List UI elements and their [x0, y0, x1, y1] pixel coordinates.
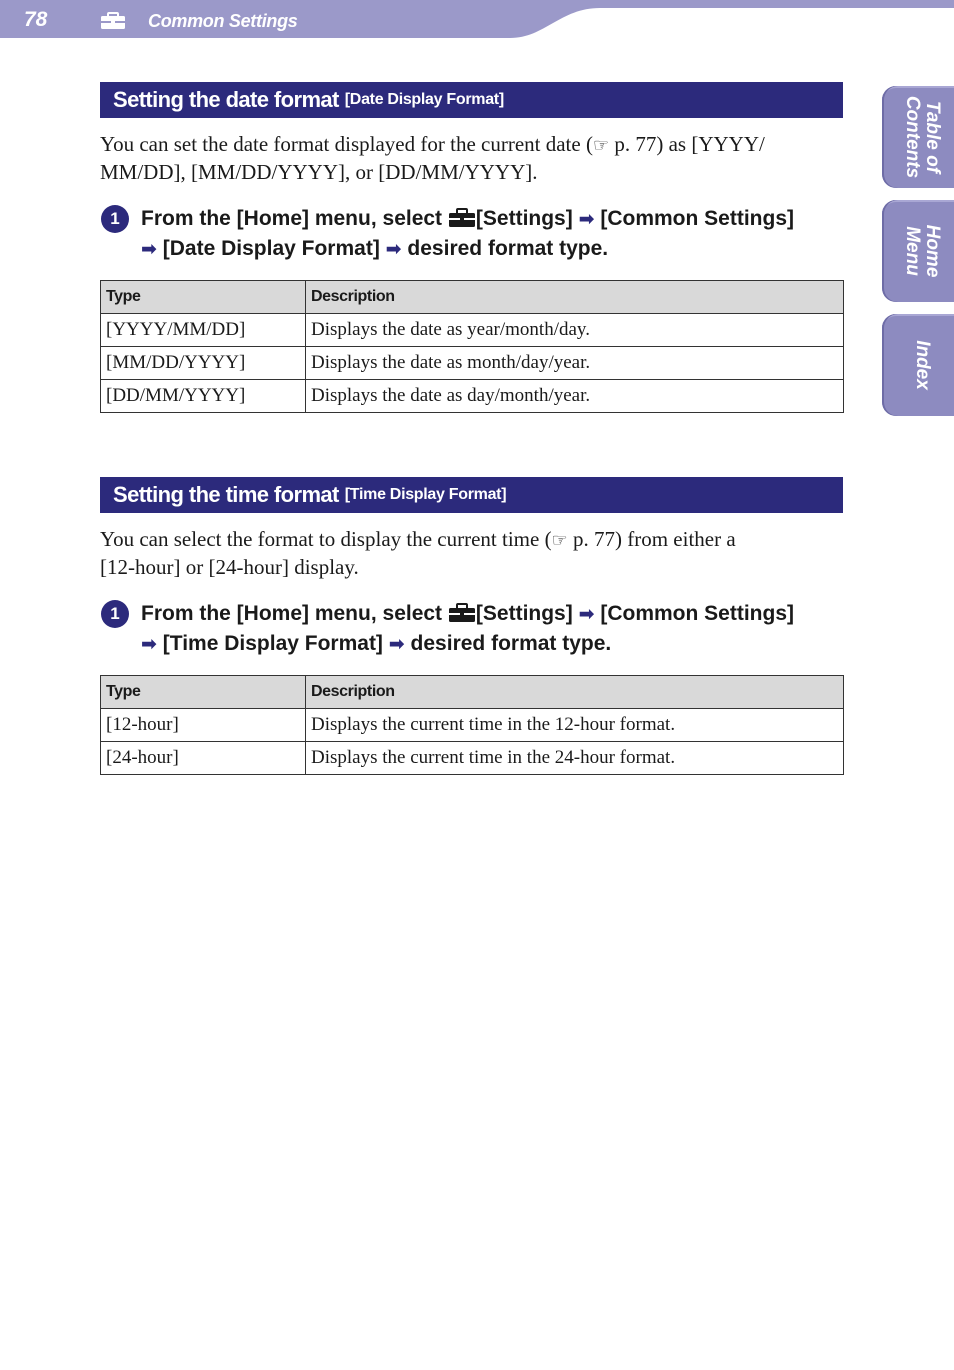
intro-part1: You can set the date format displayed for the current date (: [100, 132, 593, 156]
tab-index[interactable]: [882, 314, 954, 416]
intro-reference-link[interactable]: p. 77) from either a: [572, 527, 736, 551]
tab-label: Index: [912, 340, 933, 390]
step-text: From the [Home] menu, select: [141, 602, 443, 625]
table-row: [101, 380, 844, 413]
pointing-hand-icon: ☞: [592, 135, 610, 156]
type-cell: [12-hour]: [101, 709, 306, 742]
tab-label: Home Menu: [902, 224, 943, 278]
tab-table-of-contents[interactable]: [882, 86, 954, 188]
step-text: [Time Display Format]: [162, 632, 383, 655]
time-section-heading: [100, 477, 843, 513]
step-number-badge: 1: [101, 205, 129, 233]
time-intro-text: [100, 526, 845, 581]
pointing-hand-icon: ☞: [551, 530, 568, 551]
arrow-right-icon: ➡: [141, 633, 157, 655]
section-title: Setting the date format: [113, 87, 339, 112]
date-format-table: [100, 280, 844, 413]
intro-reference-link[interactable]: p. 77) as [YYYY/: [614, 132, 765, 156]
header-band: [0, 0, 954, 40]
section-subtitle: [Date Display Format]: [344, 91, 504, 108]
type-cell: [MM/DD/YYYY]: [101, 347, 306, 380]
toolbox-icon: [448, 603, 476, 630]
toolbox-icon: [448, 208, 476, 235]
step-text: desired format type.: [407, 237, 609, 260]
step-text: [Date Display Format]: [162, 237, 380, 260]
intro-part1: You can select the format to display the current time (: [100, 527, 552, 551]
table-header-row: [101, 281, 844, 314]
time-step-instruction: [141, 600, 861, 658]
date-intro-text: [100, 131, 845, 186]
tab-home-menu[interactable]: [882, 200, 954, 302]
date-step-instruction: [141, 205, 861, 263]
arrow-right-icon: ➡: [388, 633, 405, 655]
table-row: [101, 347, 844, 380]
section-title: Setting the time format: [113, 482, 339, 507]
column-header-description: Description: [306, 676, 844, 709]
column-header-type: Type: [101, 676, 306, 709]
step-number-badge: 1: [101, 600, 129, 628]
column-header-description: Description: [306, 281, 844, 314]
description-cell: Displays the date as day/month/year.: [306, 380, 844, 413]
arrow-right-icon: ➡: [385, 238, 402, 260]
arrow-right-icon: ➡: [578, 208, 595, 230]
step-text: [Common Settings]: [600, 207, 794, 230]
description-cell: Displays the current time in the 12-hour format.: [306, 709, 844, 742]
step-text: [Settings]: [475, 207, 573, 230]
type-cell: [YYYY/MM/DD]: [101, 314, 306, 347]
arrow-right-icon: ➡: [578, 603, 595, 625]
description-cell: Displays the current time in the 24-hour format.: [306, 742, 844, 775]
description-cell: Displays the date as year/month/day.: [306, 314, 844, 347]
page-number: 78: [24, 8, 48, 31]
table-row: [101, 709, 844, 742]
table-header-row: [101, 676, 844, 709]
type-cell: [24-hour]: [101, 742, 306, 775]
date-section-heading: [100, 82, 843, 118]
section-subtitle: [Time Display Format]: [344, 486, 507, 503]
type-cell: [DD/MM/YYYY]: [101, 380, 306, 413]
intro-part2: MM/DD], [MM/DD/YYYY], or [DD/MM/YYYY].: [100, 160, 538, 184]
page-header: [0, 0, 954, 40]
tab-label: Table of Contents: [902, 95, 943, 179]
step-text: [Common Settings]: [600, 602, 794, 625]
intro-part2: [12-hour] or [24-hour] display.: [100, 555, 359, 579]
arrow-right-icon: ➡: [141, 238, 157, 260]
step-text: [Settings]: [475, 602, 573, 625]
header-section-title: Common Settings: [148, 11, 298, 31]
table-row: [101, 314, 844, 347]
table-row: [101, 742, 844, 775]
step-text: From the [Home] menu, select: [141, 207, 443, 230]
step-text: desired format type.: [410, 632, 612, 655]
column-header-type: Type: [101, 281, 306, 314]
time-format-table: [100, 675, 844, 775]
description-cell: Displays the date as month/day/year.: [306, 347, 844, 380]
